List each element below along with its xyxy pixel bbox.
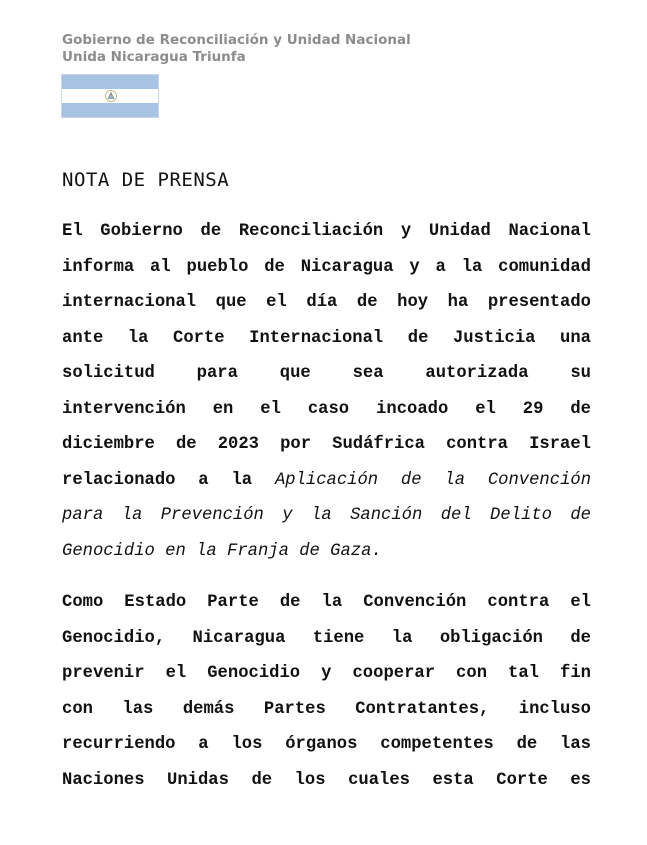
flag-bottom-stripe: [62, 103, 158, 117]
paragraph-line: Como Estado Parte de la Convención contra el: [62, 593, 591, 612]
paragraph-line: Naciones Unidas de los cuales esta Corte es: [62, 770, 591, 790]
paragraph-line: prevenir el Genocidio y cooperar con tal fin: [62, 664, 591, 683]
paragraph-line: informa al pueblo de Nicaragua y a la comunidad: [62, 257, 591, 277]
paragraph-line: diciembre de 2023 por Sudáfrica contra Israel: [62, 435, 591, 454]
case-title-italic: Aplicación de la Convención: [274, 470, 592, 490]
nicaragua-flag-icon: [61, 74, 159, 118]
paragraph-period: .: [371, 541, 382, 561]
paragraph-text: relacionado a la: [62, 470, 275, 490]
paragraph-line: El Gobierno de Reconciliación y Unidad Nacional: [62, 222, 591, 241]
nicaragua-coat-of-arms-icon: [104, 89, 118, 103]
paragraph-line-end: [62, 534, 591, 570]
paragraph-line: ante la Corte Internacional de Justicia una: [62, 328, 591, 348]
case-title-italic-line: para la Prevención y la Sanción del Delito de: [62, 506, 591, 525]
flag-top-stripe: [62, 75, 158, 89]
paragraph-line: intervención en el caso incoado el 29 de: [62, 399, 591, 419]
letterhead: [62, 32, 411, 66]
paragraph-line: Genocidio, Nicaragua tiene la obligación de: [62, 628, 591, 648]
case-title-italic: Genocidio en la Franja de Gaza: [62, 541, 372, 561]
paragraph-line: internacional que el día de hoy ha presentado: [62, 293, 591, 312]
paragraph-1: [62, 214, 591, 569]
paragraph-line: recurriendo a los órganos competentes de las: [62, 735, 591, 754]
paragraph-line-mixed: [62, 463, 591, 499]
letterhead-government-name: Gobierno de Reconciliación y Unidad Nacional: [62, 32, 411, 48]
paragraph-2: [62, 585, 591, 798]
press-release-title: NOTA DE PRENSA: [62, 169, 230, 191]
paragraph-line: solicitud para que sea autorizada su: [62, 364, 591, 383]
paragraph-line: con las demás Partes Contratantes, incluso: [62, 699, 591, 719]
letterhead-slogan: Unida Nicaragua Triunfa: [62, 49, 246, 65]
